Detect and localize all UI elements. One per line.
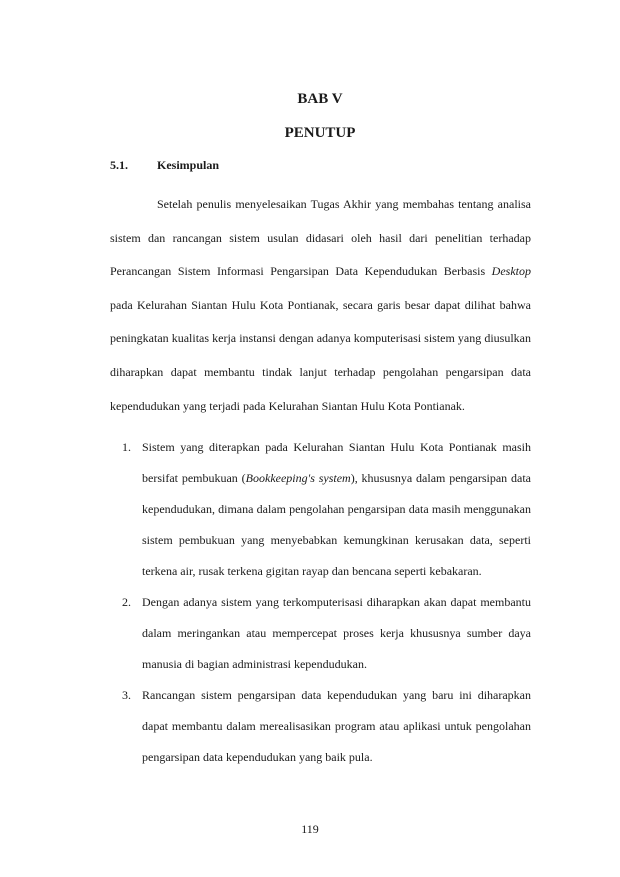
intro-paragraph [110, 188, 531, 423]
list-item-text: Dengan adanya sistem yang terkomputerisasi diharapkan akan dapat membantu dalam meringankan atau mempercepat proses kerja khususnya sumber daya manusia di bagian administrasi kependudukan. [142, 595, 531, 671]
list-item-number: 2. [122, 595, 131, 609]
list-item-italic-term: Bookkeeping's system [245, 471, 351, 485]
list-item-number: 1. [122, 440, 131, 454]
list-item-number: 3. [122, 688, 131, 702]
list-item [110, 432, 531, 587]
list-item-text: ), khususnya dalam pengarsipan data kependudukan, dimana dalam pengolahan pengarsipan data masih menggunakan sistem pembukuan yang menyebabkan kemungkinan kerusakan data, seperti terkena air, rusak terkena gigitan rayap dan bencana seperti kebakaran. [142, 471, 532, 578]
intro-italic-term: Desktop [491, 264, 531, 279]
intro-text-2: pada Kelurahan Siantan Hulu Kota Pontianak, secara garis besar dapat dilihat bahwa peningkatan kualitas kerja instansi dengan adanya komputerisasi sistem yang diusulkan diharapkan dapat membantu tindak lanjut terhadap pengolahan pengarsipan data kependudukan yang terjadi pada Kelurahan Siantan Hulu Kota Pontianak. [110, 297, 531, 413]
list-item-text: Rancangan sistem pengarsipan data kependudukan yang baru ini diharapkan dapat membantu dalam merealisasikan program atau aplikasi untuk pengolahan pengarsipan data kependudukan yang baik pula. [142, 688, 531, 764]
page-number: 119 [301, 822, 319, 836]
section-number: 5.1. [110, 158, 128, 172]
list-item [110, 587, 531, 680]
intro-text-1: Setelah penulis menyelesaikan Tugas Akhir yang membahas tentang analisa sistem dan rancangan sistem usulan didasari oleh hasil dari penelitian terhadap Perancangan Sistem Informasi Pengarsipan Data Kependudukan Berbasis [110, 197, 531, 279]
section-heading [110, 158, 219, 173]
list-item-text: Sistem yang diterapkan pada Kelurahan Siantan Hulu Kota Pontianak masih bersifat pembukuan ( [142, 440, 531, 485]
chapter-title: PENUTUP [284, 125, 356, 141]
list-item [110, 680, 531, 773]
section-title: Kesimpulan [157, 158, 220, 172]
chapter-number: BAB V [297, 91, 343, 107]
conclusion-list [110, 432, 531, 773]
